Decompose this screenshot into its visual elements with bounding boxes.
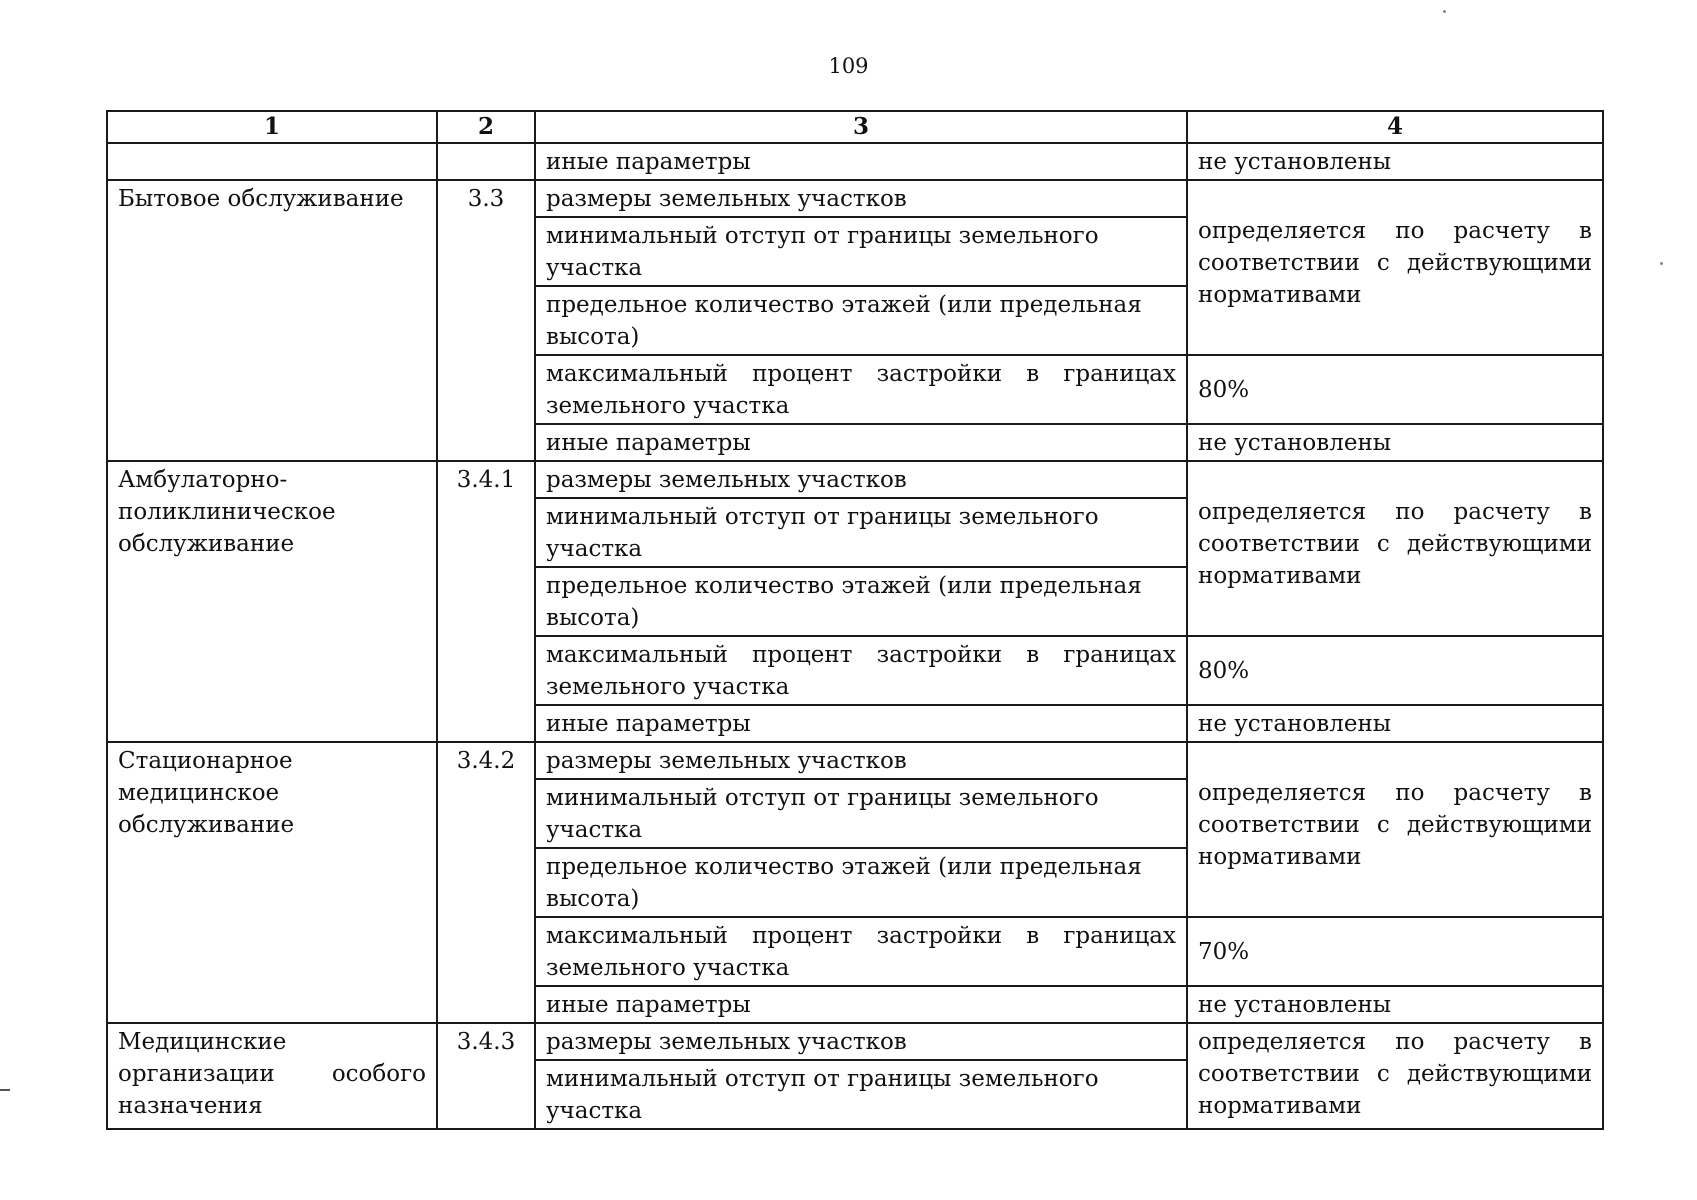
value-cell: 80%	[1187, 636, 1603, 705]
value-cell: определяется по расчету в соответствии с действующими нормативами	[1187, 180, 1603, 355]
parameter-cell: предельное количество этажей (или предельная высота)	[535, 848, 1187, 917]
category-cell: Амбулаторно-поликлиническое обслуживание	[107, 461, 437, 742]
parameter-cell: предельное количество этажей (или предельная высота)	[535, 567, 1187, 636]
table-row	[107, 180, 1603, 217]
value-cell: 70%	[1187, 917, 1603, 986]
code-cell-empty	[437, 143, 535, 180]
parameter-cell: максимальный процент застройки в границах земельного участка	[535, 636, 1187, 705]
scan-artifact-dot	[1443, 10, 1446, 13]
column-header-4: 4	[1187, 111, 1603, 143]
parameter-cell: минимальный отступ от границы земельного участка	[535, 217, 1187, 286]
parameter-cell: размеры земельных участков	[535, 742, 1187, 779]
column-header-1: 1	[107, 111, 437, 143]
table-row	[107, 461, 1603, 498]
column-header-2: 2	[437, 111, 535, 143]
code-cell: 3.4.1	[437, 461, 535, 742]
category-cell: Стационарное медицинское обслуживание	[107, 742, 437, 1023]
value-cell: не установлены	[1187, 705, 1603, 742]
value-cell: 80%	[1187, 355, 1603, 424]
parameter-cell: иные параметры	[535, 986, 1187, 1023]
value-cell: определяется по расчету в соответствии с действующими нормативами	[1187, 742, 1603, 917]
scan-artifact-dot	[1660, 262, 1663, 265]
parameter-cell: минимальный отступ от границы земельного участка	[535, 779, 1187, 848]
parameter-cell: размеры земельных участков	[535, 461, 1187, 498]
scan-artifact-mark	[0, 1089, 10, 1091]
code-cell: 3.4.2	[437, 742, 535, 1023]
code-cell: 3.4.3	[437, 1023, 535, 1129]
table-row	[107, 1023, 1603, 1060]
category-cell-empty	[107, 143, 437, 180]
table-row	[107, 742, 1603, 779]
parameter-cell: максимальный процент застройки в границах земельного участка	[535, 355, 1187, 424]
page-number: 109	[828, 54, 869, 78]
value-cell: не установлены	[1187, 143, 1603, 180]
column-header-3: 3	[535, 111, 1187, 143]
parameter-cell: минимальный отступ от границы земельного участка	[535, 1060, 1187, 1129]
parameter-cell: размеры земельных участков	[535, 1023, 1187, 1060]
parameter-cell: иные параметры	[535, 705, 1187, 742]
parameter-cell: иные параметры	[535, 143, 1187, 180]
value-cell: не установлены	[1187, 986, 1603, 1023]
value-cell: определяется по расчету в соответствии с действующими нормативами	[1187, 461, 1603, 636]
value-cell: не установлены	[1187, 424, 1603, 461]
value-cell: определяется по расчету в соответствии с действующими нормативами	[1187, 1023, 1603, 1129]
parameter-cell: иные параметры	[535, 424, 1187, 461]
category-cell: Медицинские организации особого назначения	[107, 1023, 437, 1129]
land-use-parameters-table	[106, 110, 1604, 1130]
parameter-cell: максимальный процент застройки в границах земельного участка	[535, 917, 1187, 986]
table-row	[107, 143, 1603, 180]
header-row	[107, 111, 1603, 143]
category-cell: Бытовое обслуживание	[107, 180, 437, 461]
parameter-cell: предельное количество этажей (или предельная высота)	[535, 286, 1187, 355]
parameter-cell: размеры земельных участков	[535, 180, 1187, 217]
parameter-cell: минимальный отступ от границы земельного участка	[535, 498, 1187, 567]
code-cell: 3.3	[437, 180, 535, 461]
